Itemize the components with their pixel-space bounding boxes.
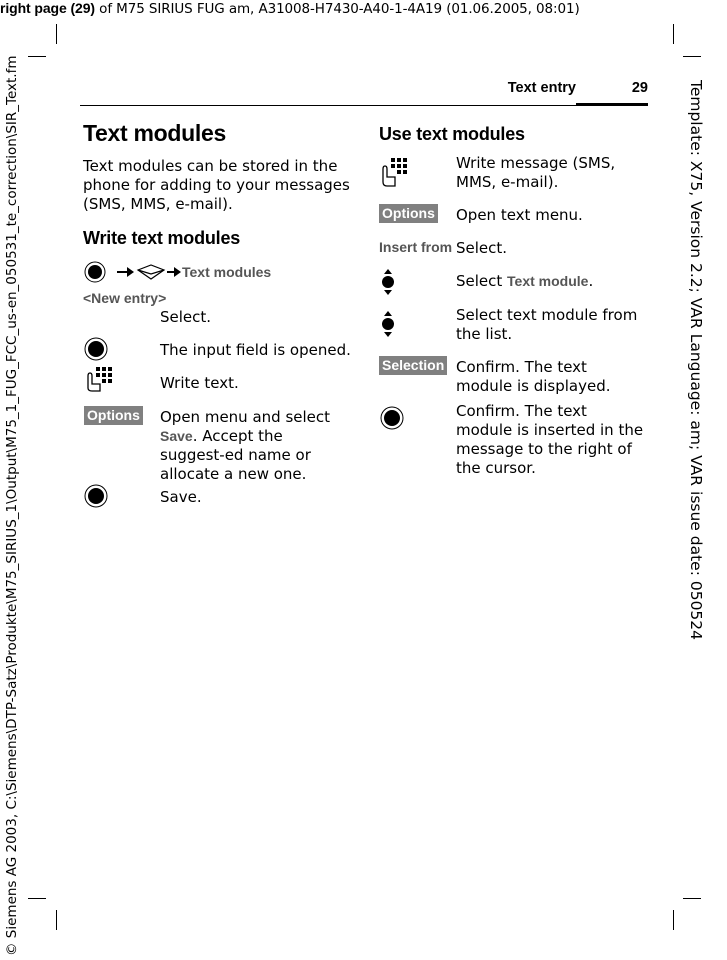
control-key-icon xyxy=(84,261,106,283)
navigation-key-icon xyxy=(380,310,396,338)
keypad-icon xyxy=(379,157,409,187)
new-entry-label: <New entry> xyxy=(83,290,167,306)
crop-mark xyxy=(28,898,46,899)
options-softkey[interactable]: Options xyxy=(84,406,143,425)
write-heading: Write text modules xyxy=(83,228,241,248)
crop-mark xyxy=(56,910,57,930)
step-select: Select. xyxy=(160,308,212,326)
step-select-insert: Select. xyxy=(456,239,508,257)
print-info-line xyxy=(0,0,580,17)
crop-mark xyxy=(28,56,46,57)
selection-softkey[interactable]: Selection xyxy=(379,356,447,375)
control-key-icon xyxy=(84,337,108,361)
keypad-icon xyxy=(84,366,114,392)
insert-from-menu-item[interactable]: Insert from xyxy=(379,239,453,255)
step-write-message: Write message (SMS, MMS, e-mail). xyxy=(456,154,616,191)
template-info xyxy=(687,80,727,900)
crop-mark xyxy=(673,910,674,930)
crop-mark xyxy=(683,56,701,57)
section-title: Text modules xyxy=(83,120,226,146)
intro-paragraph: Text modules can be stored in the phone for adding to your messages (SMS, MMS, e-mail). xyxy=(83,157,350,213)
step-text-part: . Accept the suggest-ed name or allocate a new one. xyxy=(160,427,311,483)
step-text-part: Open menu and select xyxy=(160,408,331,426)
keyword-save: Save xyxy=(160,428,193,444)
step-text-part: Select xyxy=(456,272,508,290)
menu-path-text-modules: Text modules xyxy=(182,264,272,280)
step-select-from-list: Select text module from the list. xyxy=(456,306,638,343)
keyword-text-module: Text module xyxy=(507,273,589,289)
control-key-icon xyxy=(380,406,404,430)
navigation-key-icon xyxy=(380,268,396,296)
step-select-text-module xyxy=(456,272,636,291)
header-rule-accent xyxy=(576,103,648,106)
page-number: 29 xyxy=(631,80,648,96)
menu-path xyxy=(84,261,271,283)
step-write-text: Write text. xyxy=(160,374,239,392)
options-softkey[interactable]: Options xyxy=(379,204,438,223)
envelope-icon xyxy=(136,262,166,282)
step-text-part: . xyxy=(588,272,594,290)
crop-mark xyxy=(673,24,674,44)
arrow-right-icon xyxy=(166,264,182,280)
print-info-bold: right page (29) xyxy=(0,0,95,16)
running-header-title: Text entry xyxy=(507,80,576,96)
control-key-icon xyxy=(84,484,108,508)
arrow-right-icon xyxy=(114,264,136,280)
crop-mark xyxy=(683,898,701,899)
step-save: Save. xyxy=(160,488,202,506)
crop-mark xyxy=(56,24,57,44)
file-path-text: © Siemens AG 2003, C:\Siemens\DTP-Satz\Produkte\M75_SIRIUS_1\Output\M75_1_FUG_FCC_us-en_050531_te_correction\SIR_Text.fm xyxy=(4,55,20,956)
print-info-rest: of M75 SIRIUS FUG am, A31008-H7430-A40-1-4A19 (01.06.2005, 08:01) xyxy=(94,1,580,17)
use-heading: Use text modules xyxy=(379,124,525,144)
header-rule xyxy=(80,105,648,106)
template-info-text: Template: X75, Version 2.2; VAR Language: am; VAR issue date: 050524 xyxy=(687,80,705,641)
file-path-info xyxy=(0,55,28,960)
step-confirm-inserted: Confirm. The text module is inserted in the message to the right of the cursor. xyxy=(456,402,644,477)
step-confirm-displayed: Confirm. The text module is displayed. xyxy=(456,358,611,395)
step-input-opened: The input field is opened. xyxy=(160,341,351,359)
step-open-text-menu: Open text menu. xyxy=(456,206,583,224)
step-open-menu xyxy=(160,408,350,484)
